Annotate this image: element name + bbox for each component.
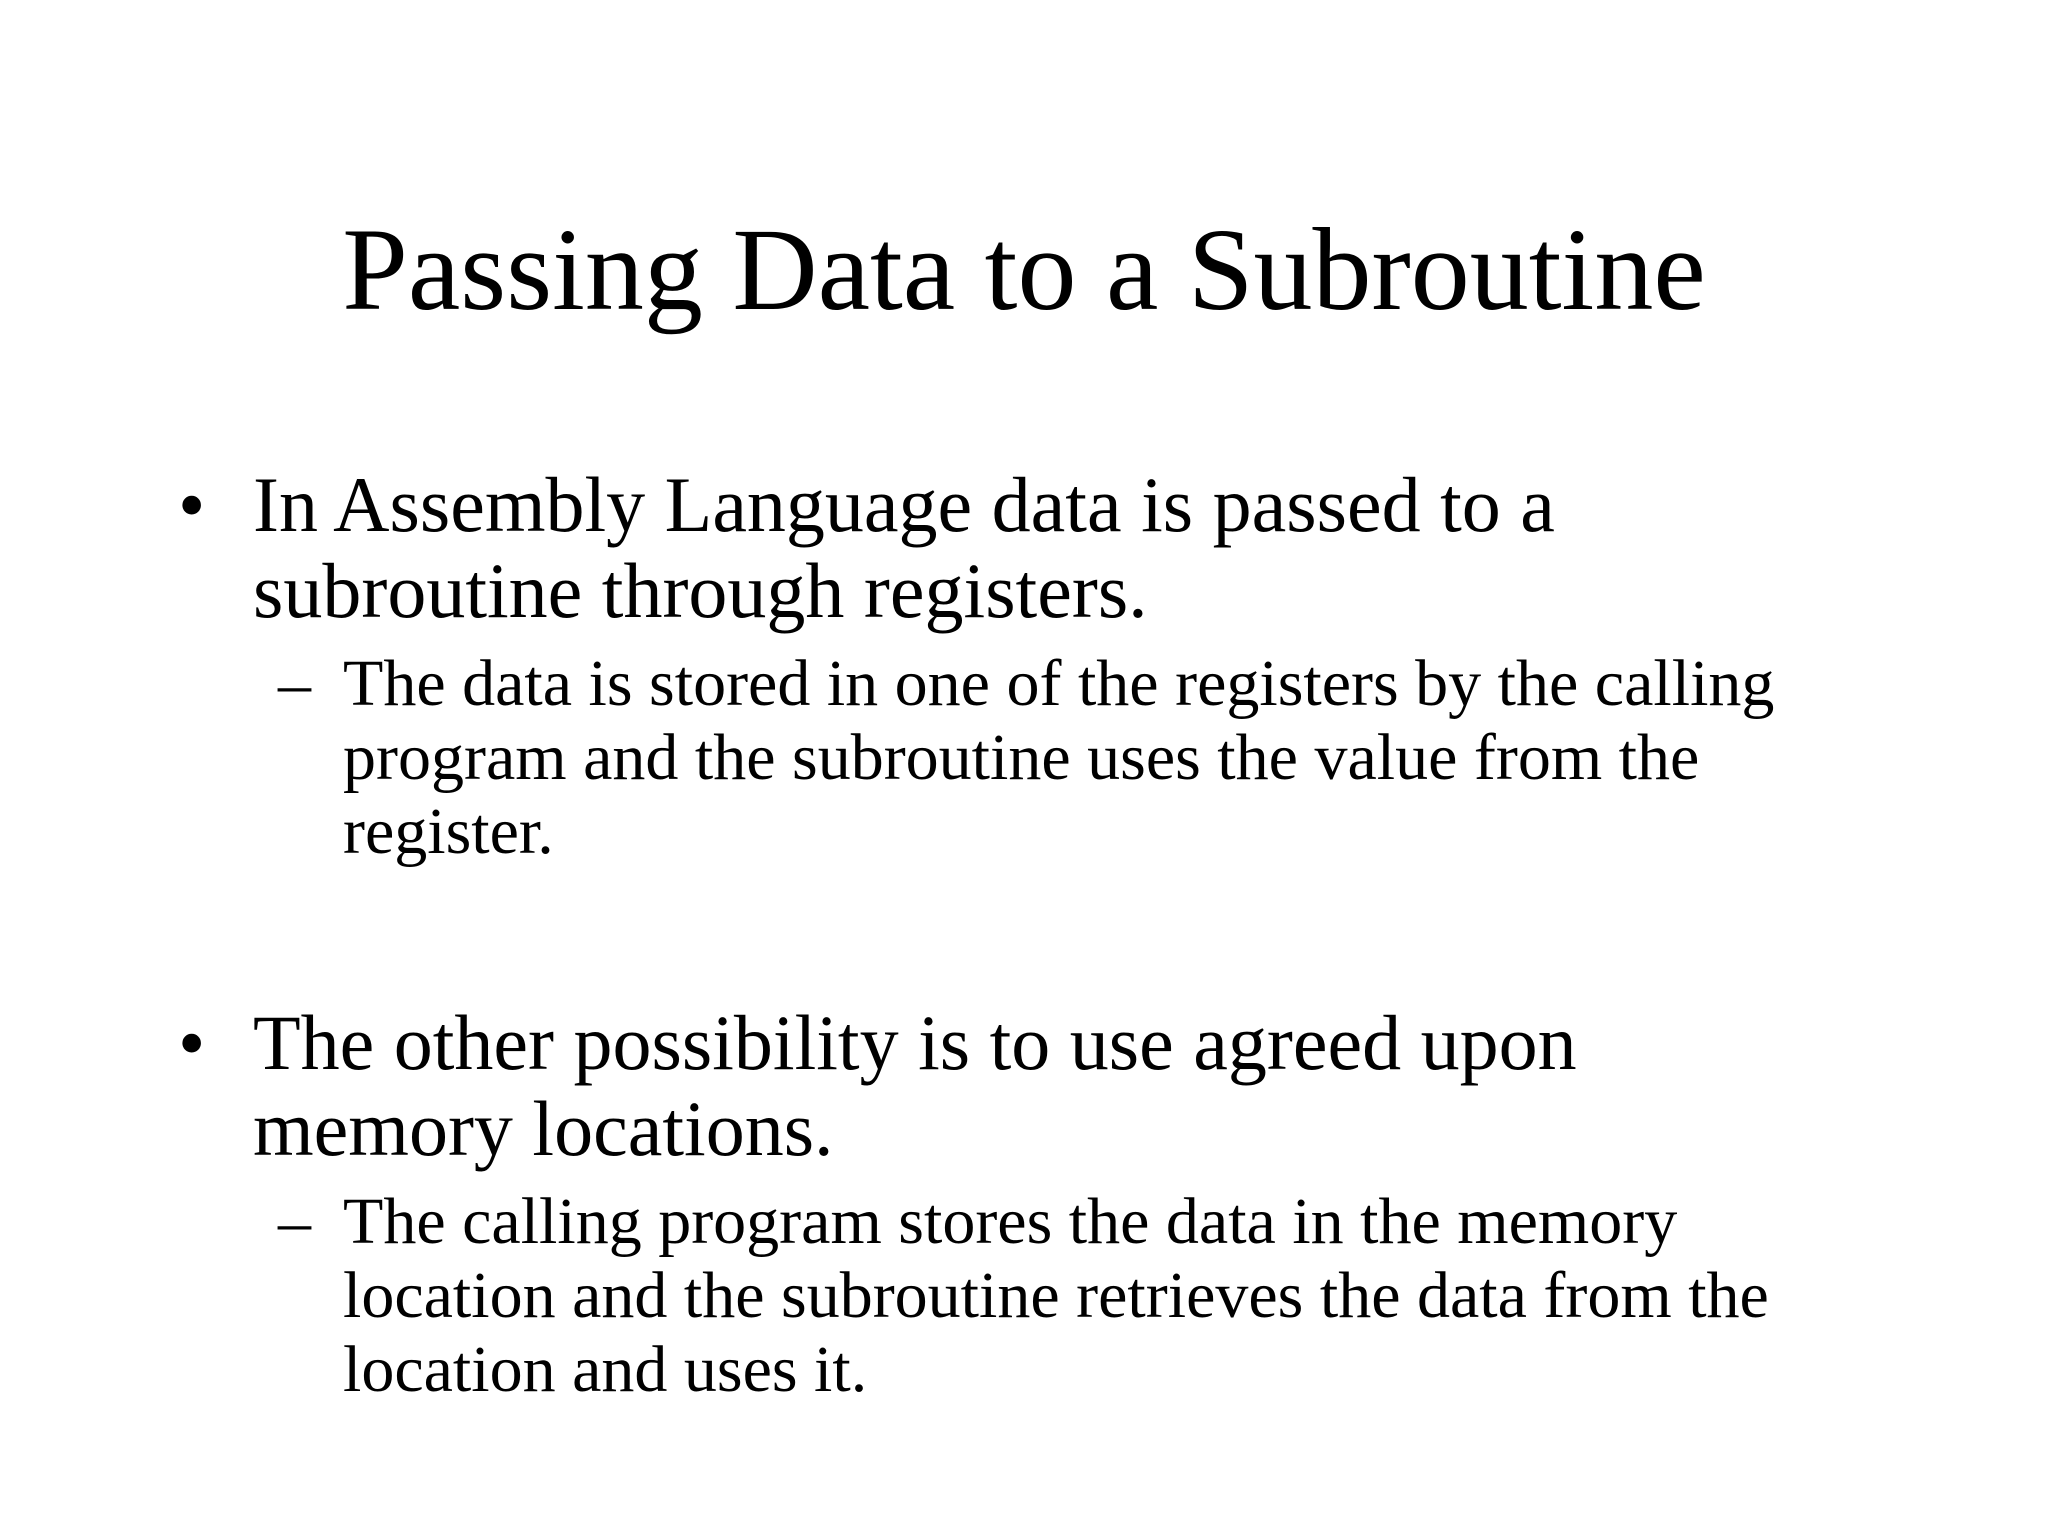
- sub-bullet-dash: –: [278, 1185, 311, 1258]
- slide-title: Passing Data to a Subroutine: [342, 204, 1706, 335]
- sub-bullet-2-text: The calling program stores the data in the memory location and the subroutine retrieves the data from the location and uses it.: [343, 1185, 1769, 1406]
- sub-bullet-dash: –: [278, 647, 311, 720]
- bullet-1-text: In Assembly Language data is passed to a subroutine through registers.: [253, 461, 1555, 634]
- bullet-dot: •: [178, 999, 206, 1086]
- bullet-dot: •: [178, 461, 206, 548]
- sub-bullet-1-text: The data is stored in one of the registers by the calling program and the subroutine uses the value from the register.: [343, 647, 1775, 868]
- bullet-2-text: The other possibility is to use agreed upon memory locations.: [253, 999, 1577, 1172]
